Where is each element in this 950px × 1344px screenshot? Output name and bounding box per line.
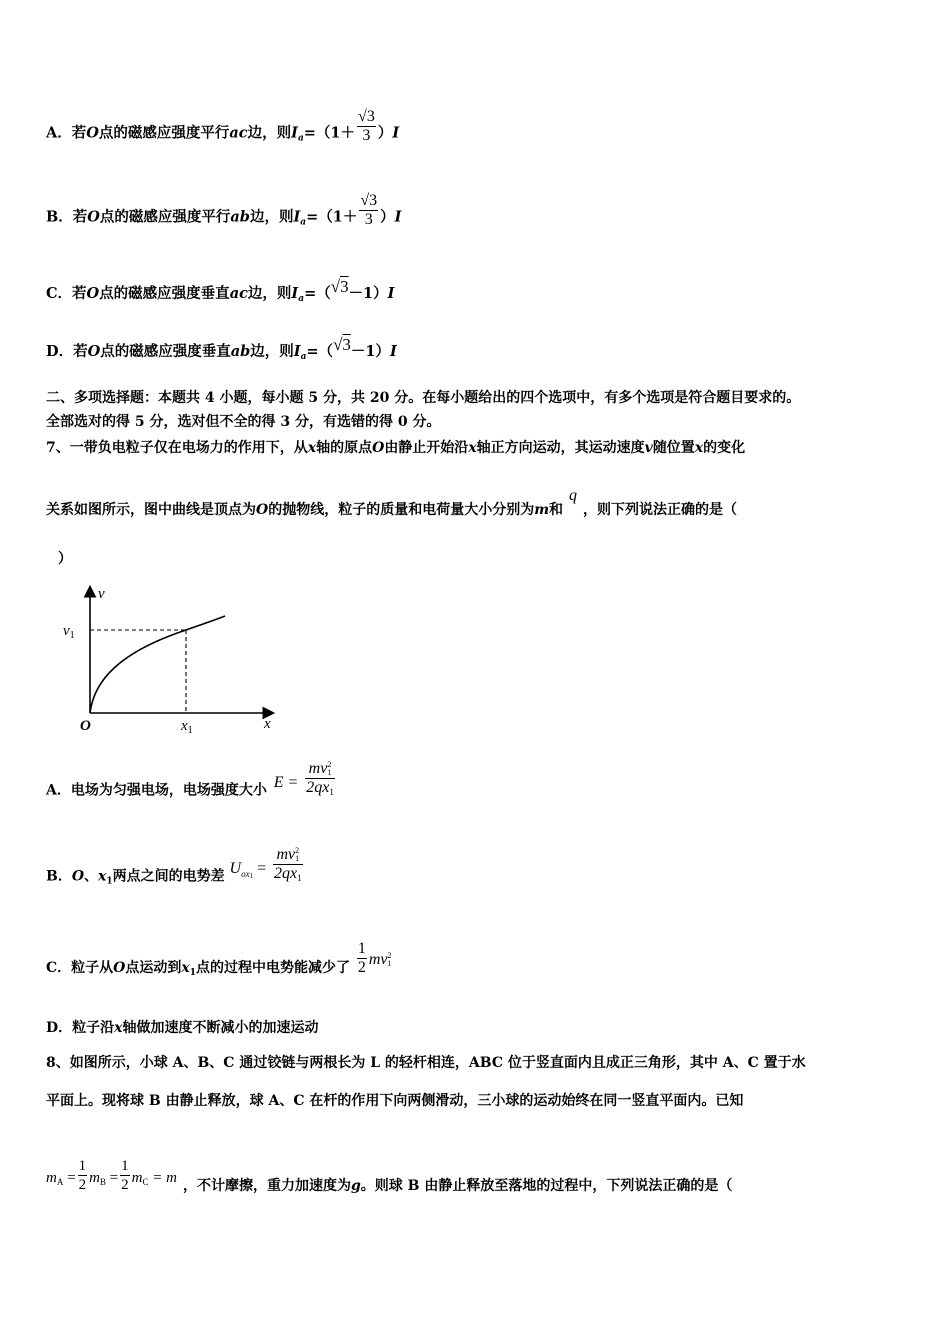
sqrt-3: √3 bbox=[330, 277, 349, 296]
q6-option-d: D．若O点的磁感应强度垂直ab边，则$I_a=(√3-1)I$ bbox=[46, 335, 397, 362]
q8-stem-line2: 平面上。现将球 B 由静止释放，球 A、C 在杆的作用下向两侧滑动，三小球的运动始终在同一竖直平面内。已知 bbox=[46, 1093, 744, 1109]
q6-option-a: A．若O点的磁感应强度平行ac边，则$I_a=(1+$ $\frac{√3}{3}$ ）I bbox=[46, 108, 400, 144]
x-axis-label: x bbox=[264, 716, 271, 732]
section2-heading: 二、多项选择题：本题共 4 小题，每小题 5 分，共 20 分。在每小题给出的四个选项中，有多个选项是符合题目要求的。 bbox=[46, 390, 801, 406]
x1-label: $x_1$ bbox=[181, 718, 193, 736]
section2-scoring: 全部选对的得 5 分，选对但不全的得 3 分，有选错的得 0 分。 bbox=[46, 414, 441, 430]
q7-option-a: A．电场为匀强电场，电场强度大小 E = mv 2 1 2qx1 bbox=[46, 780, 337, 801]
q7-option-d: D．粒子沿x轴做加速度不断减小的加速运动 bbox=[46, 1020, 319, 1036]
fraction-sqrt3-over-3: $\frac{√3}{3}$ bbox=[358, 108, 375, 144]
q7-option-b: B．O、$x_1$两点之间的电势差 $U_{ox1}$ = mv 2 1 2qx1 bbox=[46, 846, 302, 887]
v-axis-label: v bbox=[98, 586, 105, 602]
fraction-one-half: $\frac{1}{2}$ bbox=[78, 1157, 87, 1193]
v1-label: $v_1$ bbox=[63, 623, 75, 641]
q6-option-b: B．若O点的磁感应强度平行ab边，则$I_a=(1+$ $\frac{√3}{3}$ ）I bbox=[46, 192, 402, 228]
fraction-mv1sq-over-2qx1: mv 2 1 2qx1 bbox=[273, 846, 303, 887]
origin-label: O bbox=[80, 718, 91, 734]
q8-stem-line1: 8、如图所示，小球 A、B、C 通过铰链与两根长为 L 的轻杆相连，ABC 位于竖直面内且成正三角形，其中 A、C 置于水 bbox=[46, 1055, 806, 1071]
q7-stem-line1: 7、一带负电粒子仅在电场力的作用下，从x轴的原点O由静止开始沿x轴正方向运动，其运动速度v随位置x的变化 bbox=[46, 440, 746, 456]
fraction-mv1sq-over-2qx1: mv 2 1 2qx1 bbox=[305, 760, 335, 801]
parabola-curve bbox=[90, 616, 225, 713]
q7-option-c: C．粒子从O点运动到$x_1$点的过程中电势能减少了 $\frac{1}{2}$ mv 2 1 bbox=[46, 939, 392, 978]
q7-stem-line2: 关系如图所示，图中曲线是顶点为O的抛物线，粒子的质量和电荷量大小分别为m和q，则下列说法正确的是（ bbox=[46, 487, 738, 518]
fraction-one-half: $\frac{1}{2}$ bbox=[357, 939, 366, 976]
mass-relation: $m_A$ = bbox=[46, 1170, 76, 1187]
velocity-position-graph bbox=[50, 580, 290, 740]
fraction-sqrt3-over-3: $\frac{√3}{3}$ bbox=[360, 192, 378, 228]
q6-option-c: C．若O点的磁感应强度垂直ac边，则$I_a=(√3-1)I$ bbox=[46, 277, 395, 304]
q8-stem-line3: $m_A$ = $\frac{1}{2}$ $m_B$ = $\frac{1}{2}$ $m_C = m$ ，不计摩擦，重力加速度为g。则球 B 由静止释放至落地的过程中，下列说法正确的是（ bbox=[46, 1157, 733, 1194]
q7-stem-line3: ） bbox=[58, 551, 72, 567]
sqrt-3: √3 bbox=[333, 335, 351, 354]
fraction-one-half: $\frac{1}{2}$ bbox=[121, 1157, 129, 1193]
